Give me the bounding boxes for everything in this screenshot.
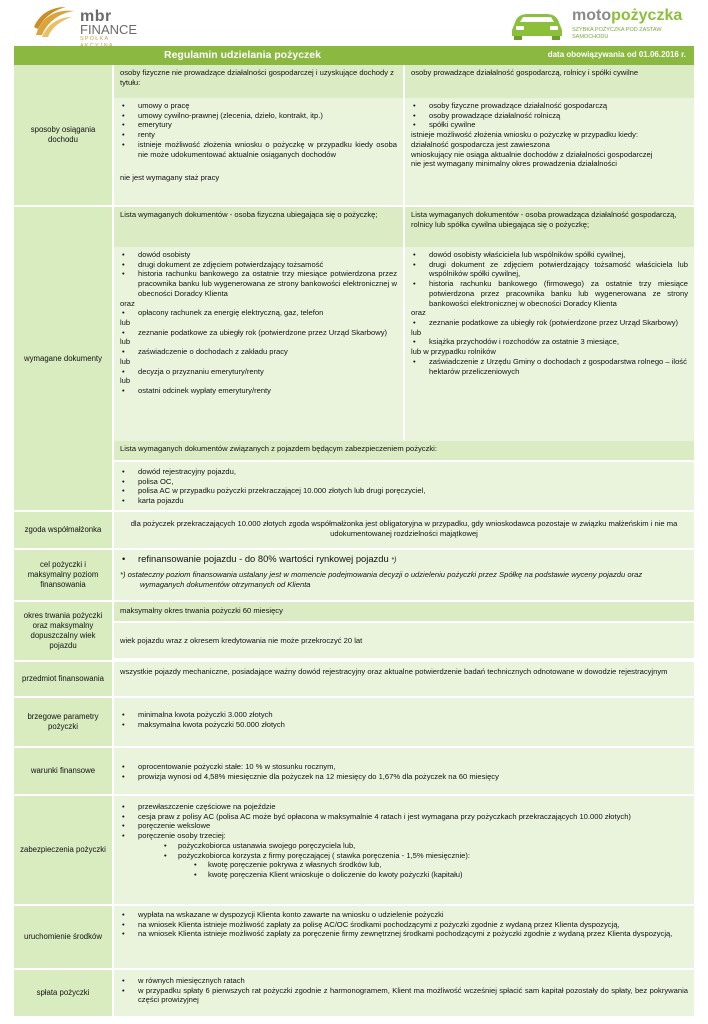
row-purpose (14, 550, 694, 602)
list-item: • drugi dokument ze zdjęciem potwierdzający tożsamość właściciela lub wspólników spółki cywilnej, (411, 260, 688, 279)
docs-left-body (114, 247, 403, 441)
regulations-table (14, 46, 694, 1016)
security-body (114, 796, 694, 904)
brand-left-line2: FINANCE (80, 22, 138, 37)
row-label: sposoby osiągania dochodu (14, 65, 114, 205)
list-item: • istnieje możliwość złożenia wniosku o pożyczkę w przypadku kiedy osoba nie może udokumentować aktualnie osiąganych dochodów (120, 140, 397, 159)
list-item: • maksymalna kwota pożyczki 50.000 złotych (120, 720, 688, 730)
list-item: • polisa OC, (120, 477, 688, 487)
list-item: • umowy cywilno-prawnej (zlecenia, dzieło, kontrakt, itp.) (120, 111, 397, 121)
text-line: działalność gospodarcza jest zawieszona (411, 139, 550, 149)
list-item: • polisa AC w przypadku pożyczki przekraczającej 10.000 złotych lub drugi poręczyciel, (120, 486, 688, 496)
row-finance (14, 748, 694, 796)
list-item: • ostatni odcinek wypłaty emerytury/renty (120, 386, 397, 396)
brand-right-name: motopożyczka (572, 7, 683, 24)
list-item: • umowy o pracę (120, 101, 397, 111)
list-item: • osoby prowadzące działalność rolniczą (411, 111, 688, 121)
row-label: spłata pożyczki (14, 970, 114, 1016)
text-line: istnieje możliwość złożenia wniosku o pożyczkę w przypadku kiedy: (411, 130, 639, 140)
brand-right-tagline: SZYBKA POŻYCZKA POD ZASTAW SAMOCHODU (572, 27, 662, 41)
row-label: cel pożyczki i maksymalny poziom finansowania (14, 550, 114, 600)
mbr-finance-logo (32, 5, 142, 41)
row-documents (14, 207, 694, 512)
list-item: • decyzja o przyznaniu emerytury/renty (120, 367, 397, 377)
row-repayment (14, 970, 694, 1016)
docs-right-body (403, 247, 694, 441)
text-line: nie jest wymagany minimalny okres prowadzenia działalności (411, 159, 617, 169)
list-item: • historia rachunku bankowego za ostatnie trzy miesiące potwierdzona przez pracownika banku lub wygenerowana ze strony bankowości elektronicznej w obecności Doradcy Klienta (120, 269, 397, 298)
income-right-body (403, 98, 694, 205)
list-item: • na wniosek Klienta istnieje możliwość zapłaty za polisę AC/OC środkami pochodzącymi z pożyczki zgodnie z wydaną przez Klienta dyspozycją, (120, 920, 688, 930)
list-item: • poręczenie osoby trzeciej: (120, 831, 688, 841)
row-label: warunki finansowe (14, 748, 114, 794)
vehicle-docs-body (114, 460, 694, 510)
income-right-header: osoby prowadzące działalność gospodarczą, rolnicy i spółki cywilne (403, 65, 694, 98)
row-label: brzegowe parametry pożyczki (14, 698, 114, 746)
row-label: przedmiot finansowania (14, 662, 114, 696)
list-item: • dowód rejestracyjny pojazdu, (120, 467, 688, 477)
connector: lub (120, 337, 131, 347)
purpose-note: *) ostateczny poziom finansowania ustalany jest w momencie podejmowania decyzji o udzieleniu pożyczki przez Spółkę na podstawie wyceny pojazdu oraz wymaganych dokumentów otrzymanych od Klienta (120, 569, 643, 589)
row-subject (14, 662, 694, 698)
list-item: • opłacony rachunek za energię elektryczną, gaz, telefon (120, 308, 397, 318)
list-item: • drugi dokument ze zdjęciem potwierdzający tożsamość (120, 260, 397, 270)
list-item: • zaświadczenie o dochodach z zakładu pracy (120, 347, 397, 357)
row-income (14, 65, 694, 207)
list-item: • poręczenie wekslowe (120, 821, 688, 831)
list-item: • kwotę poręczenia Klient wnioskuje o doliczenie do kwoty pożyczki (kapitału) (120, 870, 688, 880)
list-item: • na wniosek Klienta istnieje możliwość zapłaty za poręczenie firmy zewnętrznej środkami pochodzącymi z pożyczki zgodnie z wydaną przez Klienta dyspozycją, (120, 929, 688, 939)
list-item: • spółki cywilne (411, 120, 688, 130)
vehicle-docs-header: Lista wymaganych dokumentów związanych z pojazdem będącym zabezpieczeniem pożyczki: (114, 441, 694, 460)
repay-body (114, 970, 694, 1016)
list-item: • zaświadczenie z Urzędu Gminy o dochodach z gospodarstwa rolnego – ilość hektarów przeliczeniowych (411, 357, 688, 376)
mbr-swoosh-icon (32, 5, 76, 39)
row-label: zabezpieczenia pożyczki (14, 796, 114, 904)
car-icon (508, 10, 566, 40)
list-item: • zeznanie podatkowe za ubiegły rok (potwierdzone przez Urząd Skarbowy) (120, 328, 397, 338)
list-item: • oprocentowanie pożyczki stałe: 10 % w stosunku rocznym, (120, 762, 688, 772)
list-item: • historia rachunku bankowego (firmowego) za ostatnie trzy miesiące potwierdzona przez pracownika banku lub wygenerowana ze strony bankowości elektronicznej w obecności Doradcy Klienta (411, 279, 688, 308)
list-item: • osoby fizyczne prowadzące działalność gospodarczą (411, 101, 688, 111)
list-item: • cesja praw z polisy AC (polisa AC może być opłacona w maksymalnie 4 ratach i jest wymagana przy pożyczkach przekraczających 10.000 złotych) (120, 812, 688, 822)
connector: lub (120, 356, 131, 366)
row-security (14, 796, 694, 906)
list-item: • przewłaszczenie częściowe na pojeździe (120, 802, 688, 812)
spouse-text: dla pożyczek przekraczających 10.000 złotych zgoda współmałżonka jest obligatoryjna w przypadku, gdy wnioskodawca pozostaje w związku małżeńskim i nie ma udokumentowanej rozdzielności majątkowej (114, 512, 694, 548)
list-item: • emerytury (120, 120, 397, 130)
text-line: wnioskujący nie osiąga aktualnie dochodów z działalności gospodarczej (411, 149, 653, 159)
row-label: zgoda współmałżonka (14, 512, 114, 548)
period-text-2: wiek pojazdu wraz z okresem kredytowania nie może przekroczyć 20 lat (114, 621, 694, 658)
list-item: • pożyczkobiorca ustanawia swojego poręczyciela lub, (120, 841, 688, 851)
list-item: • minimalna kwota pożyczki 3.000 złotych (120, 710, 688, 720)
row-spouse-consent (14, 512, 694, 550)
text-line: lub w przypadku rolników (411, 347, 496, 357)
income-left-body (114, 98, 403, 205)
row-launch (14, 906, 694, 970)
list-item: • refinansowanie pojazdu - do 80% wartości rynkowej pojazdu *) (120, 553, 688, 566)
brand-left-line3: SPÓŁKA (80, 36, 109, 42)
row-label: okres trwania pożyczki oraz maksymalny dopuszczalny wiek pojazdu (14, 602, 114, 660)
limits-body (114, 698, 694, 746)
income-left-note: nie jest wymagany staż pracy (120, 173, 220, 183)
list-item: • dowód osobisty (120, 250, 397, 260)
purpose-body (114, 550, 694, 600)
list-item: • wypłata na wskazane w dyspozycji Klienta konto zawarte na wniosku o udzielenie pożyczki (120, 910, 688, 920)
subject-text: wszystkie pojazdy mechaniczne, posiadające ważny dowód rejestracyjny oraz aktualne potwierdzenie badań technicznych odnotowane w dowodzie rejestracyjnym (114, 662, 694, 696)
docs-right-header: Lista wymaganych dokumentów - osoba prowadząca działalność gospodarczą, rolnicy lub spółka cywilna ubiegająca się o pożyczkę; (403, 207, 694, 247)
finance-body (114, 748, 694, 794)
list-item: • prowizja wynosi od 4,58% miesięcznie dla pożyczek na 12 miesięcy do 1,67% dla pożyczek na 60 miesięcy (120, 772, 688, 782)
title-bar (14, 46, 694, 65)
brand-left-line1: mbr (80, 8, 112, 25)
list-item: • w równych miesięcznych ratach (120, 976, 688, 986)
connector: oraz (411, 308, 426, 318)
launch-body (114, 906, 694, 968)
list-item: • karta pojazdu (120, 496, 688, 506)
connector: lub (411, 327, 422, 337)
row-label: wymagane dokumenty (14, 207, 114, 510)
effective-date: data obowiązywania od 01.06.2016 r. (547, 50, 686, 60)
page-title: Regulamin udzielania pożyczek (164, 48, 321, 61)
list-item: • w przypadku spłaty 6 pierwszych rat pożyczki zgodnie z harmonogramem, Klient ma możliwość wcześniej spłacić sam kapitał pozostały do spłaty, bez pokrywania części prowizyjnej (120, 986, 688, 1005)
row-label: uruchomienie środków (14, 906, 114, 968)
income-left-header: osoby fizyczne nie prowadzące działalności gospodarczej i uzyskujące dochody z tytułu: (114, 65, 403, 98)
row-period (14, 602, 694, 662)
motopozyczka-logo (508, 6, 698, 42)
list-item: • renty (120, 130, 397, 140)
list-item: • książka przychodów i rozchodów za ostatnie 3 miesiące, (411, 337, 688, 347)
list-item: • kwotę poręczenie pokrywa z własnych środków lub, (120, 860, 688, 870)
list-item: • zeznanie podatkowe za ubiegły rok (potwierdzone przez Urząd Skarbowy) (411, 318, 688, 328)
list-item: • pożyczkobiorca korzysta z firmy poręczającej ( stawka poręczenia - 1,5% miesięcznie): (120, 851, 688, 861)
page-header (0, 0, 708, 46)
docs-left-header: Lista wymaganych dokumentów - osoba fizyczna ubiegająca się o pożyczkę; (114, 207, 403, 247)
period-text-1: maksymalny okres trwania pożyczki 60 miesięcy (114, 602, 694, 621)
connector: lub (120, 376, 131, 386)
connector: oraz (120, 298, 135, 308)
connector: lub (120, 318, 131, 328)
list-item: • dowód osobisty właściciela lub wspólników spółki cywilnej, (411, 250, 688, 260)
row-limits (14, 698, 694, 748)
